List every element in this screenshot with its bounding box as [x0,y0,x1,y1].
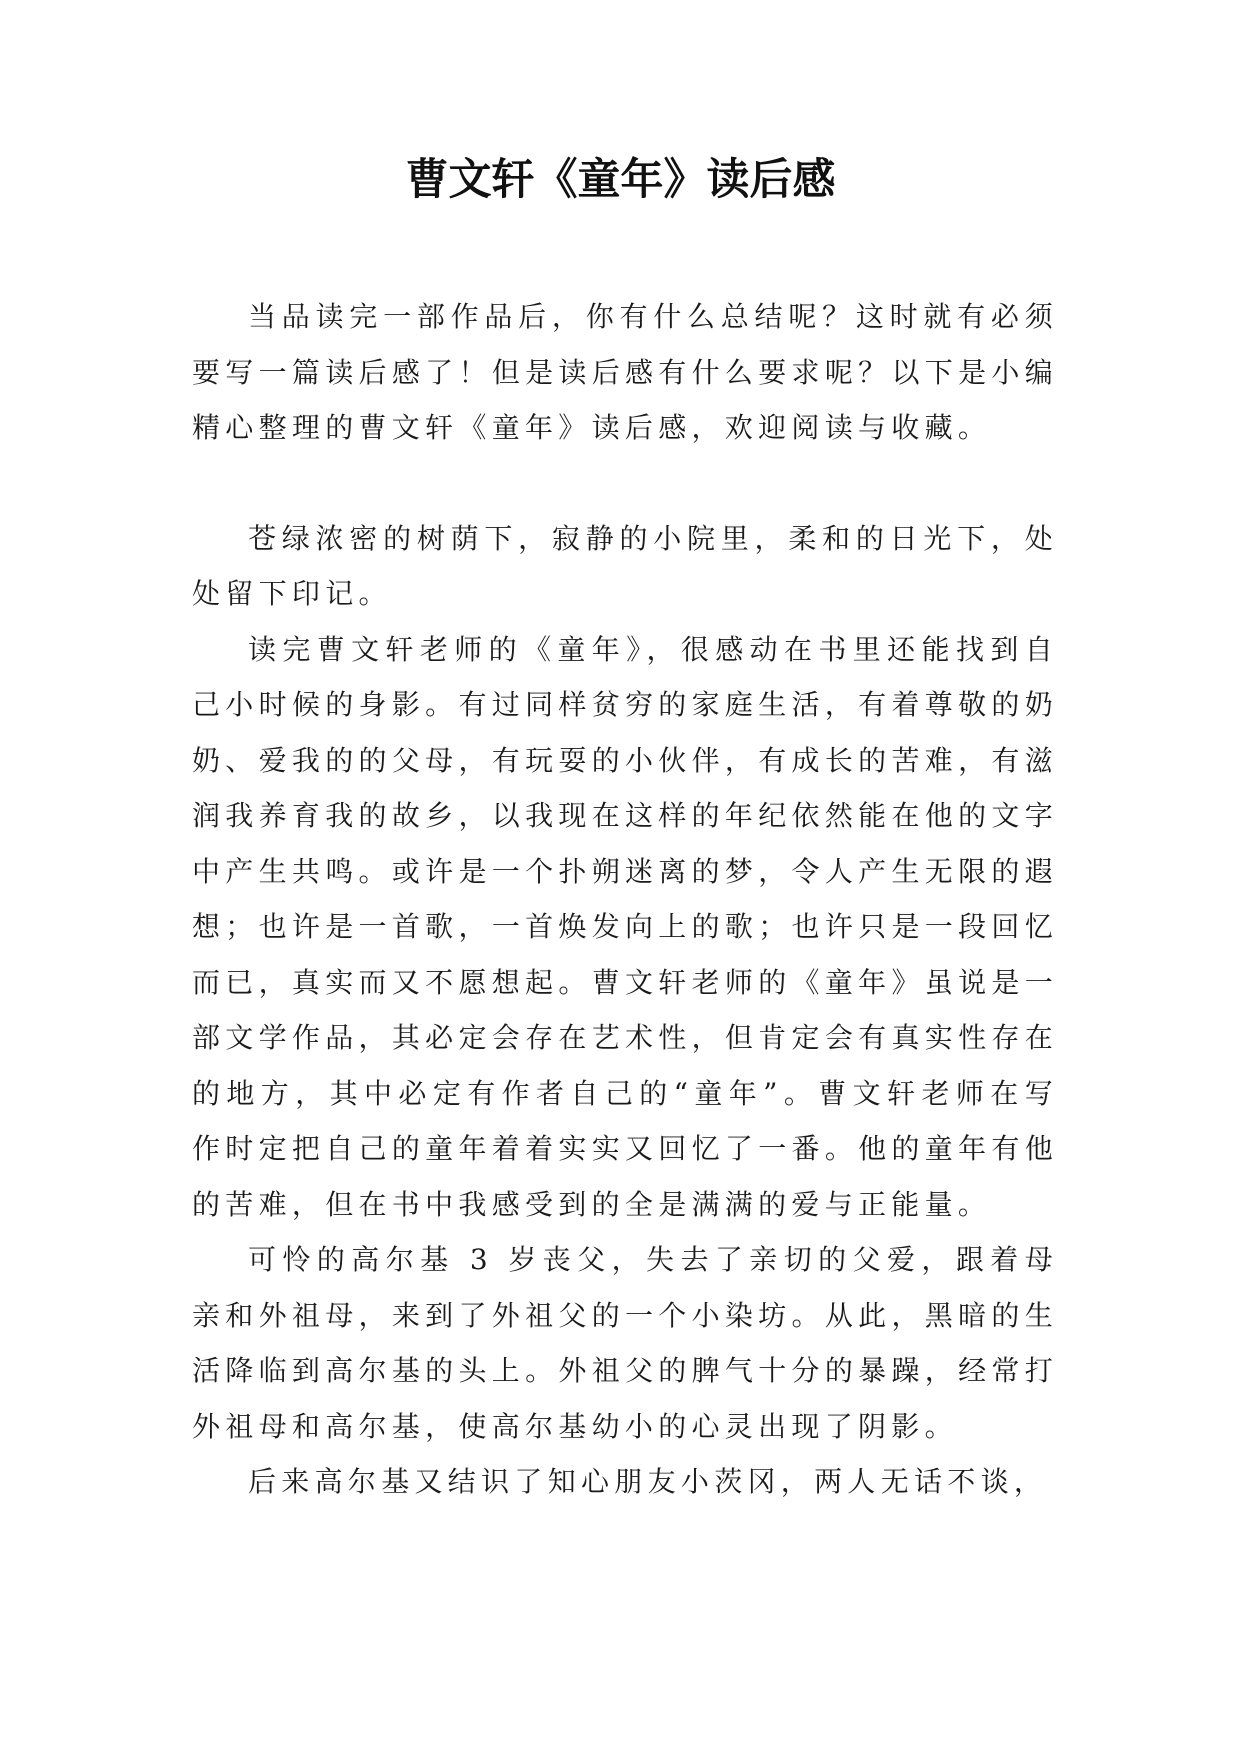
document-title: 曹文轩《童年》读后感 [405,155,836,205]
body-paragraph: 苍绿浓密的树荫下，寂静的小院里，柔和的日光下，处处留下印记。 [192,521,1058,610]
body-paragraph: 可怜的高尔基 3 岁丧父，失去了亲切的父爱，跟着母亲和外祖母，来到了外祖父的一个小染坊。从此，黑暗的生活降临到高尔基的头上。外祖父的脾气十分的暴躁，经常打外祖母和高尔基，使高尔基幼小的心灵出现了阴影。 [192,1243,1058,1443]
body-paragraph: 后来高尔基又结识了知心朋友小茨冈，两人无话不谈， [248,1465,1048,1498]
body-paragraph: 读完曹文轩老师的《童年》，很感动在书里还能找到自己小时候的身影。有过同样贫穷的家庭生活，有着尊敬的奶奶、爱我的的父母，有玩耍的小伙伴，有成长的苦难，有滋润我养育我的故乡，以我现在这样的年纪依然能在他的文字中产生共鸣。或许是一个扑朔迷离的梦，令人产生无限的遐想；也许是一首歌，一首焕发向上的歌；也许只是一段回忆而已，真实而又不愿想起。曹文轩老师的《童年》虽说是一部文学作品，其必定会存在艺术性，但肯定会有真实性存在的地方，其中必定有作者自己的“童年”。曹文轩老师在写作时定把自己的童年着着实实又回忆了一番。他的童年有他的苦难，但在书中我感受到的全是满满的爱与正能量。 [192,632,1058,1221]
intro-paragraph: 当品读完一部作品后，你有什么总结呢？这时就有必须要写一篇读后感了！但是读后感有什么要求呢？以下是小编精心整理的曹文轩《童年》读后感，欢迎阅读与收藏。 [192,300,1058,444]
document-body [192,289,1058,1510]
